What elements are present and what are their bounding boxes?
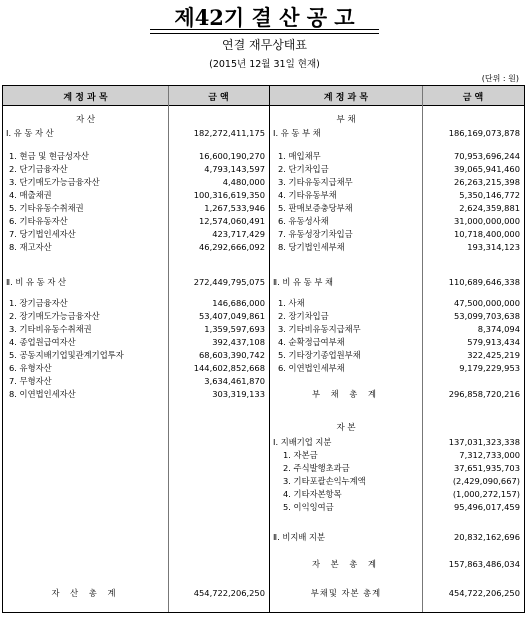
total-assets-label: 자 산 총 계 [51, 588, 120, 598]
noncurrent-assets-amount: 272,449,795,075 [193, 277, 265, 287]
current-liabilities-amount: 186,169,073,878 [448, 128, 520, 138]
total-equity-amount: 157,863,486,034 [448, 559, 520, 569]
list-item: 1. 사채 [278, 298, 305, 308]
list-item-amount: 46,292,666,092 [199, 242, 265, 252]
list-item-amount: 144,602,852,668 [193, 363, 265, 373]
list-item-amount: 70,953,696,244 [454, 151, 520, 161]
assets-heading: 자 산 [75, 115, 96, 125]
list-item-amount: 5,350,146,772 [459, 190, 520, 200]
noncurrent-assets-label: Ⅱ. 비 유 동 자 산 [6, 277, 66, 287]
list-item-amount: 392,437,108 [212, 337, 265, 347]
list-item-amount: 37,651,935,703 [454, 463, 520, 473]
list-item: 1. 장기금융자산 [9, 298, 68, 308]
list-item-amount: 26,263,215,398 [454, 177, 520, 187]
list-item-amount: 2,624,359,881 [459, 203, 520, 213]
total-liabilities-equity-amount: 454,722,206,250 [448, 588, 520, 598]
list-item: 2. 주식발행초과금 [283, 463, 350, 473]
parent-equity-amount: 137,031,323,338 [448, 437, 520, 447]
list-item-amount: 1,359,597,693 [204, 324, 265, 334]
list-item: 3. 기타비유동수취채권 [9, 324, 92, 334]
list-item-amount: (1,000,272,157) [452, 489, 520, 499]
total-liabilities-label: 부 채 총 계 [312, 389, 380, 399]
list-item: 2. 장기차입금 [278, 311, 329, 321]
total-liabilities-equity-label: 부채및 자본 총계 [310, 588, 382, 598]
list-item: 6. 유형자산 [9, 363, 52, 373]
list-item-amount: 579,913,434 [467, 337, 520, 347]
list-item-amount: 16,600,190,270 [199, 151, 265, 161]
list-item: 3. 기타유동지급채무 [278, 177, 353, 187]
title-double-rule [150, 29, 379, 34]
list-item-amount: 3,634,461,870 [204, 376, 265, 386]
list-item-amount: 7,312,733,000 [459, 450, 520, 460]
list-item: 4. 순확정급여부채 [278, 337, 345, 347]
total-assets-amount: 454,722,206,250 [193, 588, 265, 598]
column-header-account-left: 계 정 과 목 [63, 93, 108, 103]
list-item: 4. 매출채권 [9, 190, 52, 200]
total-equity-label: 자 본 총 계 [312, 559, 380, 569]
list-item: 7. 무형자산 [9, 376, 52, 386]
list-item: 7. 당기법인세자산 [9, 229, 76, 239]
total-liabilities-amount: 296,858,720,216 [448, 389, 520, 399]
list-item: 5. 이익잉여금 [283, 502, 334, 512]
noncurrent-liabilities-amount: 110,689,646,338 [448, 277, 520, 287]
list-item-amount: 53,099,703,638 [454, 311, 520, 321]
list-item: 5. 기타유동수취채권 [9, 203, 84, 213]
noncurrent-liabilities-label: Ⅱ. 비 유 동 부 채 [273, 277, 333, 287]
list-item: 7. 유동성장기차입금 [278, 229, 353, 239]
center-divider [269, 86, 270, 612]
list-item-amount: 322,425,219 [467, 350, 520, 360]
list-item: 2. 단기금융자산 [9, 164, 68, 174]
unit-note: (단위 : 원) [481, 74, 519, 83]
list-item: 4. 기타자본항목 [283, 489, 342, 499]
list-item: 2. 단기차입금 [278, 164, 329, 174]
list-item: 4. 종업원급여자산 [9, 337, 76, 347]
list-item-amount: (2,429,090,667) [452, 476, 520, 486]
list-item-amount: 303,319,133 [212, 389, 265, 399]
list-item-amount: 1,267,533,946 [204, 203, 265, 213]
list-item: 8. 재고자산 [9, 242, 52, 252]
list-item-amount: 68,603,390,742 [199, 350, 265, 360]
list-item-amount: 193,314,123 [467, 242, 520, 252]
balance-sheet-table [2, 85, 525, 613]
list-item-amount: 39,065,941,460 [454, 164, 520, 174]
list-item: 8. 이연법인세자산 [9, 389, 76, 399]
list-item: 8. 당기법인세부채 [278, 242, 345, 252]
list-item-amount: 9,179,229,953 [459, 363, 520, 373]
list-item-amount: 47,500,000,000 [454, 298, 520, 308]
list-item: 6. 유동성사채 [278, 216, 329, 226]
list-item: 2. 장기매도가능금융자산 [9, 311, 100, 321]
list-item-amount: 146,686,000 [212, 298, 265, 308]
list-item-amount: 423,717,429 [212, 229, 265, 239]
current-assets-amount: 182,272,411,175 [193, 128, 265, 138]
list-item-amount: 95,496,017,459 [454, 502, 520, 512]
parent-equity-label: Ⅰ. 지배기업 지분 [273, 437, 332, 447]
list-item-amount: 12,574,060,491 [199, 216, 265, 226]
list-item-amount: 100,316,619,350 [193, 190, 265, 200]
current-assets-label: Ⅰ. 유 동 자 산 [6, 128, 54, 138]
list-item: 1. 매입채무 [278, 151, 321, 161]
list-item: 1. 자본금 [283, 450, 318, 460]
list-item-amount: 53,407,049,861 [199, 311, 265, 321]
list-item: 3. 단기매도가능금융자산 [9, 177, 100, 187]
list-item-amount: 8,374,094 [477, 324, 520, 334]
list-item-amount: 10,718,400,000 [454, 229, 520, 239]
page-title: 제42기 결 산 공 고 [174, 5, 355, 30]
equity-heading: 자 본 [336, 423, 356, 433]
list-item: 5. 기타장기종업원부채 [278, 350, 361, 360]
list-item: 5. 공동지배기업및관계기업투자 [9, 350, 124, 360]
list-item-amount: 4,480,000 [222, 177, 265, 187]
list-item: 5. 판매보증충당부채 [278, 203, 353, 213]
statement-date: (2015년 12월 31일 현재) [209, 59, 320, 70]
list-item-amount: 4,793,143,597 [204, 164, 265, 174]
column-header-amount-left: 금 액 [208, 93, 229, 103]
column-header-account-right: 계 정 과 목 [323, 93, 369, 103]
statement-subtitle: 연결 재무상태표 [222, 38, 307, 52]
table-header [3, 86, 524, 106]
list-item: 6. 이연법인세부채 [278, 363, 345, 373]
list-item: 1. 현금 및 현금성자산 [9, 151, 89, 161]
list-item: 3. 기타포괄손익누계액 [283, 476, 366, 486]
list-item: 6. 기타유동자산 [9, 216, 68, 226]
list-item: 4. 기타유동부채 [278, 190, 337, 200]
list-item-amount: 31,000,000,000 [454, 216, 520, 226]
column-header-amount-right: 금 액 [462, 93, 484, 103]
current-liabilities-label: Ⅰ. 유 동 부 채 [273, 128, 321, 138]
list-item: 3. 기타비유동지급채무 [278, 324, 361, 334]
noncontrolling-equity-label: Ⅱ. 비지배 지분 [273, 532, 326, 542]
liabilities-heading: 부 채 [336, 115, 356, 125]
noncontrolling-equity-amount: 20,832,162,696 [454, 532, 520, 542]
